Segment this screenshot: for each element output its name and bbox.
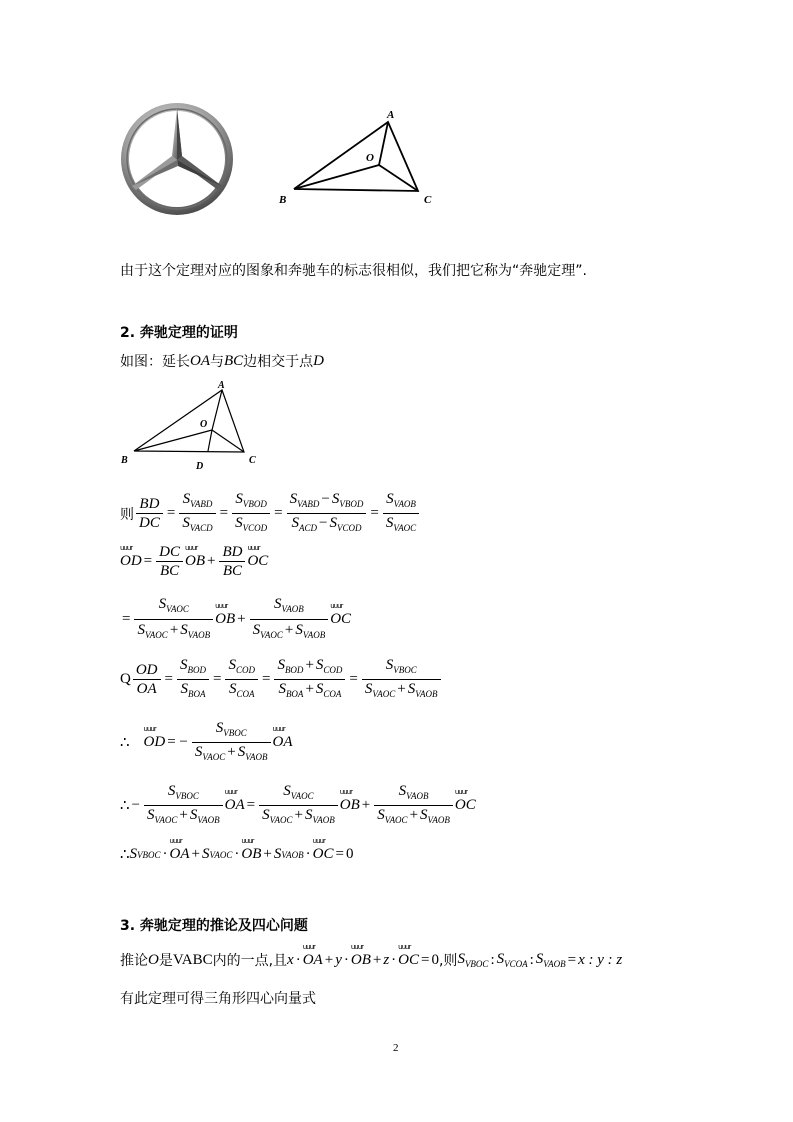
equation-7: ∴ S VBOC · uuur OA + S VAOC · uuur OB + S VAOB · uuur OC = 0 [120,837,354,863]
frac-sbod-scod: $\frac{S_{VBOD}}{S_{VCOD}}$ [232,490,270,537]
equation-3: = $\frac{S_{VAOC}}{S_{VAOC} + S_{VAOB}}$ uuur OB + $\frac{S_{VAOB}}{S_{VAOC} + S_{VAOB}}$ uuur OC [122,596,352,640]
label-B: B [279,194,287,206]
intro-oa: OA [190,352,210,369]
label-A: A [387,109,395,121]
fig2-label-A: A [218,380,225,391]
caption-text: 由于这个定理对应的图象和奔驰车的标志很相似，我们把它称为“奔驰定理”. [120,263,587,279]
fig2-label-O: O [200,419,208,430]
frac-sabd-sacd: $\frac{S_{VABD}}{S_{VACD}}$ [179,490,215,537]
frac-diff: $\frac{S_{VABD} - S_{VBOD}}{S_{ACD} - S_{VCOD}}$ [287,490,367,537]
four-centers-text: 有此定理可得三角形四心向量式 [120,991,316,1007]
frac-saob-saoc: $\frac{S_{VAOB}}{S_{VAOC}}$ [383,490,419,537]
section-2-intro [120,351,324,371]
intro-prefix: 如图：延长 [120,354,190,370]
frac-bd-dc: $\frac{BD}{DC}$ [136,495,163,532]
section-3-heading: 3. 奔驰定理的推论及四心问题 [120,918,308,934]
equation-6: ∴ − $\frac{S_{VBOC}}{S_{VAOC} + S_{VAOB}}$ uuur OA = $\frac{S_{VAOC}}{S_{VAOC} + S_{VAOB}}$ uuur OB + $\frac{S_{VAOB}}{S_{VAOC} + S_{VAOB}}$ uuur OC [120,783,476,825]
fig2-label-B: B [121,455,128,466]
equation-1: 则 $\frac{BD}{DC}$ = $\frac{S_{VABD}}{S_{VACD}}$ = $\frac{S_{VBOD}}{S_{VCOD}}$ = $\frac{S_{VABD} - S_{VBOD}}{S_{ACD} - S_{VCOD}}$ = $\frac{S_{VAOB}}{S_{VAOC}}$ [120,490,421,537]
triangle-figure-1 [276,105,441,210]
fig2-label-D: D [196,461,204,472]
intro-mid: 与 [210,354,224,370]
fig2-label-C: C [249,455,256,466]
triangle-figure-2 [118,378,268,473]
section-2-heading: 2. 奔驰定理的证明 [120,325,238,341]
mercedes-logo-image [118,100,236,218]
eq1-ze: 则 [120,506,134,523]
intro-d: D [313,352,325,369]
intro-bc: BC [224,352,244,369]
equation-5: ∴ uuur OD = − $\frac{S_{VBOC}}{S_{VAOC} + S_{VAOB}}$ uuur OA [120,720,293,762]
label-C: C [424,194,432,206]
equation-4: Q $\frac{OD}{OA}$ = $\frac{S_{BOD}}{S_{BOA}}$ = $\frac{S_{COD}}{S_{COA}}$ = $\frac{S_{BOD} + S_{COD}}{S_{BOA} + S_{COA}}$ = $\frac{S_{VBOC}}{S_{VAOC} + S_{VAOB}}$ [120,656,443,703]
label-O: O [366,152,374,164]
intro-mid2: 边相交于点 [243,354,314,370]
corollary-line: 推论 O 是 VABC 内的一点,且 x · uuur OA + y · uuur OB + z · uuur OC = 0 ,则 $S_{VBOC}$ : $S_{VCOA}$ : $S_{VAOB}$ = x : y : z [120,942,623,969]
page-number: 2 [393,1042,399,1054]
equation-2: uuur OD = $\frac{DC}{BC}$ uuur OB + $\frac{BD}{BC}$ uuur OC [120,544,269,579]
